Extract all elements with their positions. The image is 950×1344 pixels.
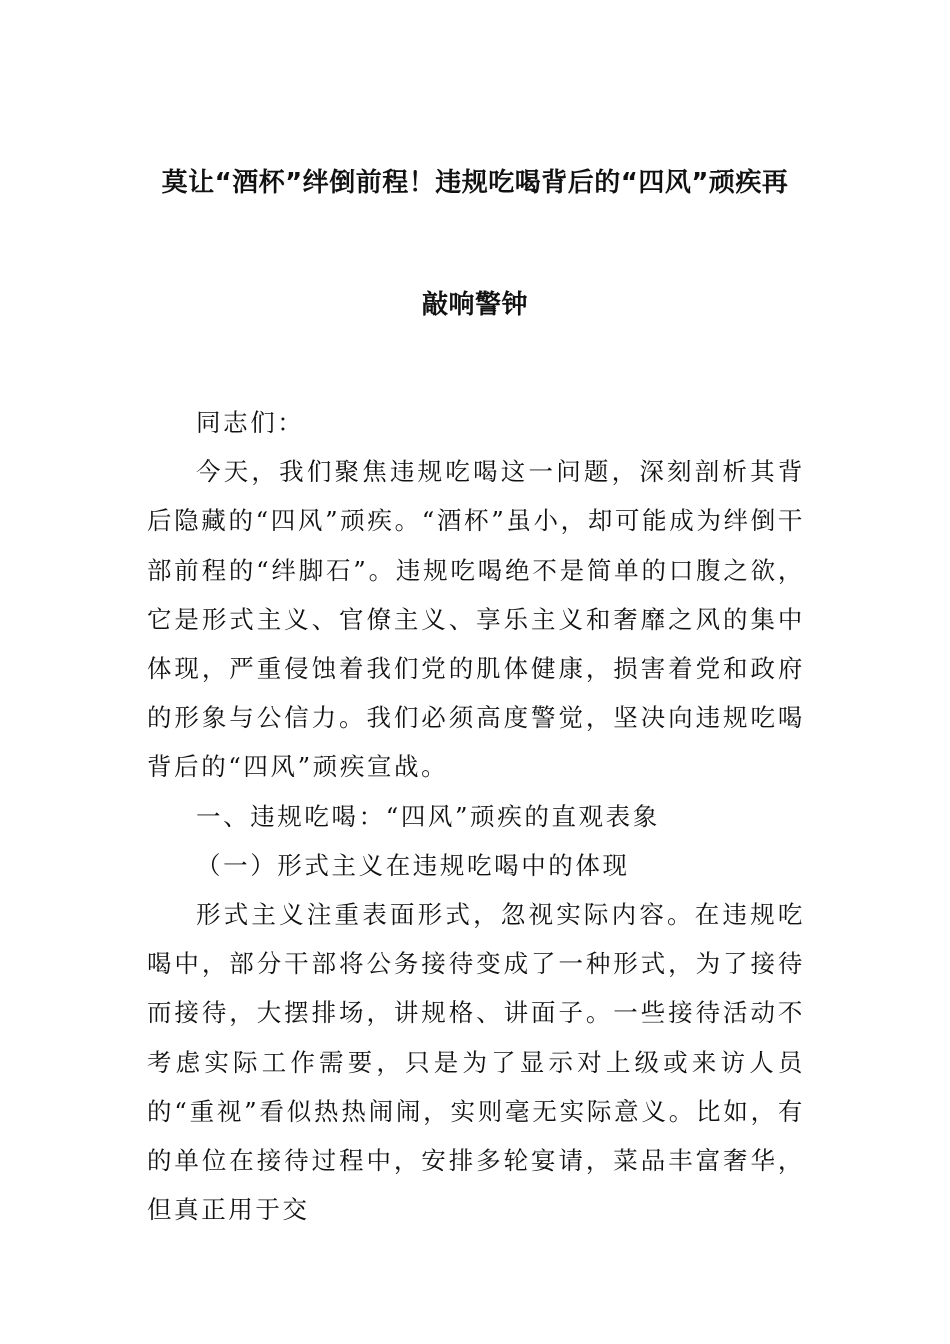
document-title-line-1: 莫让“酒杯”绊倒前程！违规吃喝背后的“四风”顽疾再 [161,168,789,198]
document-title-line-2: 敲响警钟 [421,290,528,320]
document-body [147,398,805,1234]
body-paragraph: 形式主义注重表面形式，忽视实际内容。在违规吃喝中，部分干部将公务接待变成了一种形式，为了接待而接待，大摆排场，讲规格、讲面子。一些接待活动不考虑实际工作需要，只是为了显示对上级或来访人员的“重视”看似热热闹闹，实则毫无实际意义。比如，有的单位在接待过程中，安排多轮宴请，菜品丰富奢华，但真正用于交 [147,900,805,1225]
intro-paragraph: 今天，我们聚焦违规吃喝这一问题，深刻剖析其背后隐藏的“四风”顽疾。“酒杯”虽小，却可能成为绊倒干部前程的“绊脚石”。违规吃喝绝不是简单的口腹之欲，它是形式主义、官僚主义、享乐主义和奢靡之风的集中体现，严重侵蚀着我们党的肌体健康，损害着党和政府的形象与公信力。我们必须高度警觉，坚决向违规吃喝背后的“四风”顽疾宣战。 [147,457,805,782]
salutation: 同志们： [196,408,305,437]
section-heading: 一、违规吃喝：“四风”顽疾的直观表象 [196,801,660,831]
subsection-heading: （一）形式主义在违规吃喝中的体现 [196,850,630,880]
